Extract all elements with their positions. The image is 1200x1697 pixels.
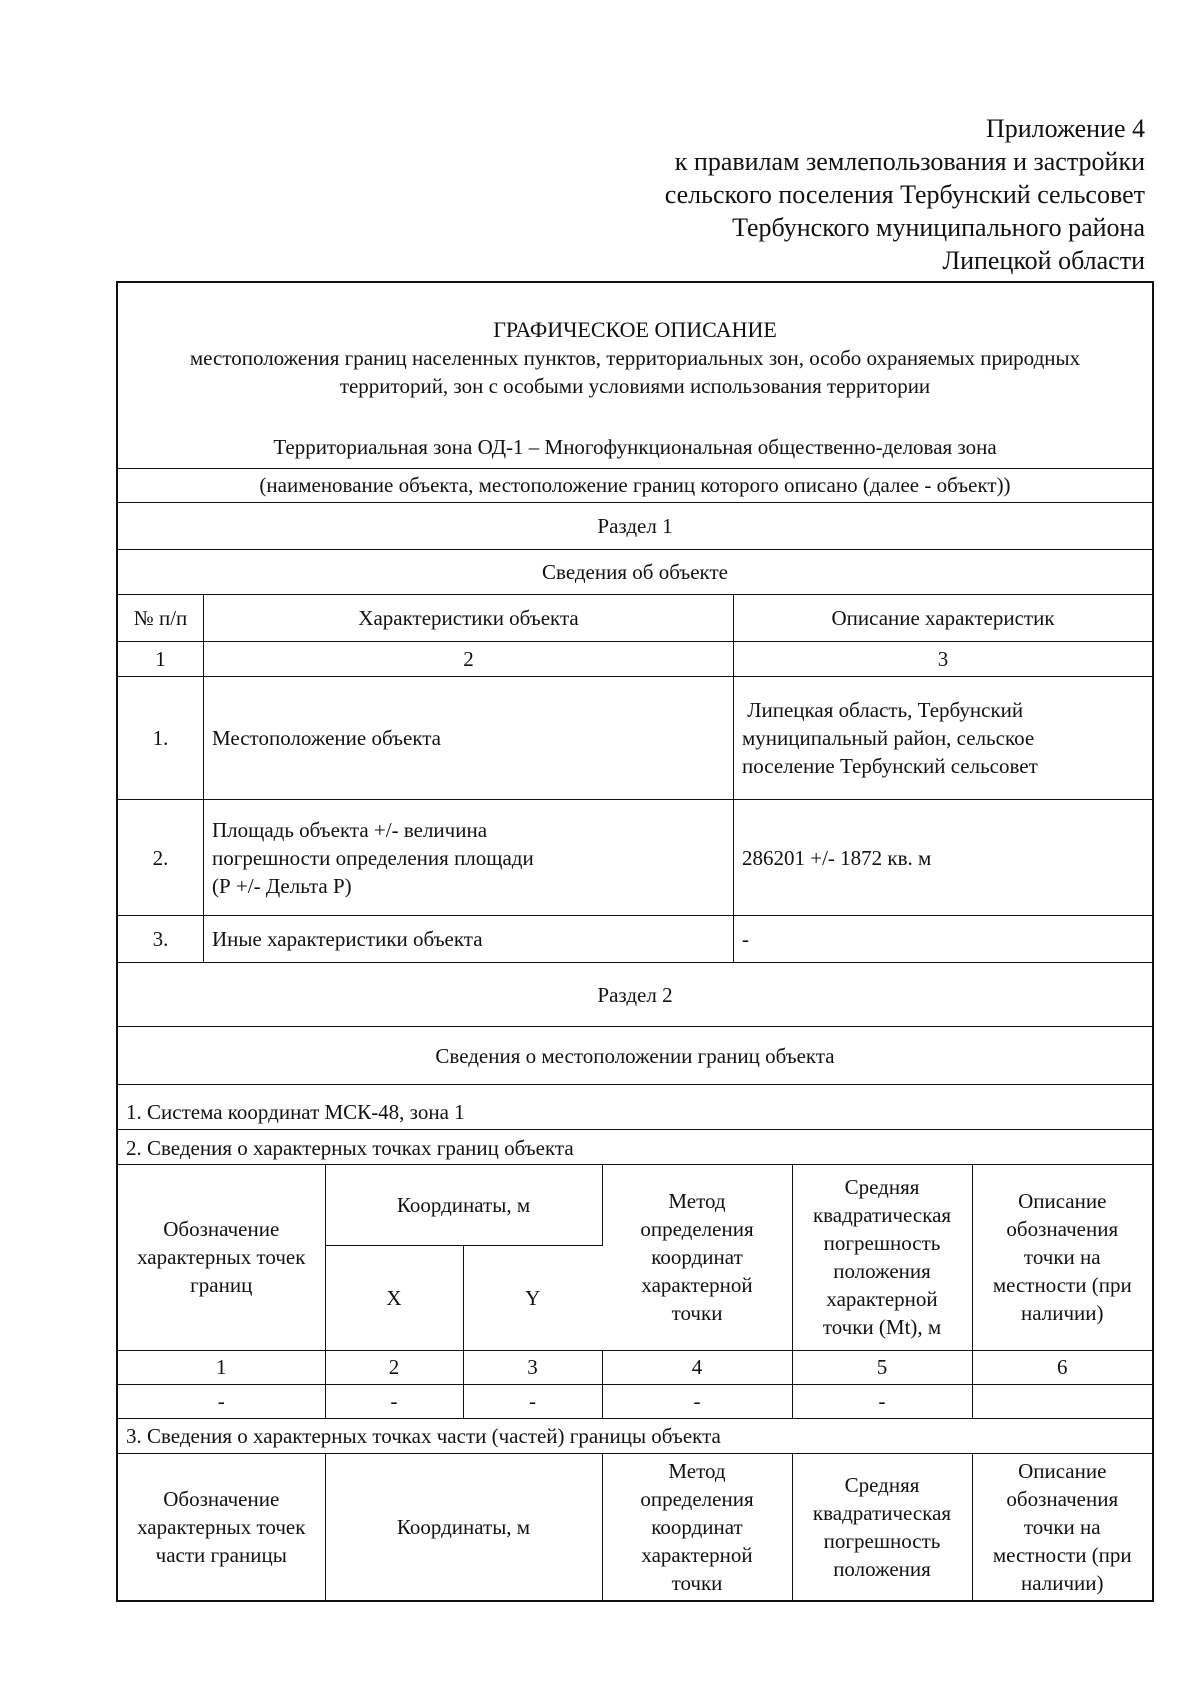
coordinate-system: 1. Система координат МСК-48, зона 1 [118,1085,1152,1130]
header-line: точки [671,1571,723,1595]
header-line: характерных точек [137,1245,306,1270]
header-line: обозначения [1006,1487,1119,1511]
header-line: к правилам землепользования и застройки [674,147,1145,176]
header-line: характерных точек [137,1515,306,1539]
header-line: местности (при [992,1273,1132,1298]
header-line: Средняя [844,1473,920,1497]
header-line: Тербунского муниципального района [732,213,1145,242]
document-title: ГРАФИЧЕСКОЕ ОПИСАНИЕ [493,317,777,342]
header-characteristics: Характеристики объекта [204,595,734,641]
header-y: Y [463,1245,602,1350]
header-line: Описание [1018,1189,1107,1214]
row-description [734,800,1152,915]
header-line: квадратическая [812,1501,952,1525]
row-characteristic [204,916,734,962]
section1-subtitle: Сведения об объекте [118,550,1152,595]
description-line: Липецкая область, Тербунский [742,698,1024,722]
header-line: координат [651,1245,743,1270]
appendix-header [545,112,1145,277]
characteristic-line: Площадь объекта +/- величина [212,817,488,842]
header-num: № п/п [118,595,204,641]
header-line: погрешность [823,1231,941,1256]
header-line: координат [651,1515,743,1539]
colnum: 2 [204,642,734,676]
document-frame [116,281,1154,1602]
section1-colnum-row [118,642,1152,677]
row-characteristic [204,800,734,915]
table-cell: - [325,1384,463,1418]
header-line: части границы [155,1543,287,1567]
header-description: Описание характеристик [831,606,1055,630]
header-line: точки на [1023,1515,1101,1539]
header-line: квадратическая [812,1203,952,1228]
header-line: точки на [1023,1245,1101,1270]
points-title: 2. Сведения о характерных точках границ объекта [118,1130,1152,1165]
header-line: наличии) [1021,1301,1104,1326]
row-characteristic [204,677,734,799]
header-method [602,1165,792,1350]
title-line-1: местоположения границ населенных пунктов, территориальных зон, особо охраняемых природных [189,346,1081,370]
header-point-description [972,1454,1152,1600]
table-cell [972,1384,1152,1418]
header-error [792,1454,972,1600]
section2-title: Раздел 2 [118,963,1152,1027]
description-line: поселение Тербунский сельсовет [742,754,1038,778]
section1-title: Раздел 1 [118,503,1152,550]
section2-subtitle: Сведения о местоположении границ объекта [118,1027,1152,1085]
characteristic-text: Местоположение объекта [212,726,442,750]
header-line: наличии) [1021,1571,1104,1595]
header-line: характерной [641,1543,753,1567]
colnum: 3 [937,647,949,671]
header-coordinates: Координаты, м [325,1454,602,1600]
colnum: 1 [118,1350,325,1384]
table-cell: - [602,1384,792,1418]
parts-table-wrap [118,1454,1152,1600]
header-line: характерной [641,1273,753,1298]
header-line: Описание [1018,1459,1107,1483]
characteristic-line: погрешности определения площади [212,845,534,870]
header-designation [118,1454,325,1600]
header-line: Средняя [844,1175,920,1200]
row-description [734,916,1152,962]
header-line: характерной [826,1287,938,1312]
row-description [734,677,1152,799]
header-line: определения [640,1487,754,1511]
header-line: обозначения [1006,1217,1119,1242]
colnum: 2 [325,1350,463,1384]
row-num: 2. [118,800,204,915]
header-line: точки [671,1301,723,1326]
area-value: 286201 +/- 1872 кв. м [742,845,932,870]
parts-table [118,1454,1152,1600]
header-line: Приложение 4 [985,114,1145,143]
title-line-2: территорий, зон с особыми условиями использования территории [339,374,931,398]
header-designation [118,1165,325,1350]
header-line: точки (Mt), м [822,1315,942,1340]
header-line: положения [833,1557,931,1581]
description-line: муниципальный район, сельское [742,726,1035,750]
characteristic-line: (Р +/- Дельта Р) [212,873,352,898]
header-x: X [325,1245,463,1350]
table-row [118,916,1152,963]
colnum: 3 [463,1350,602,1384]
zone-name: Территориальная зона ОД-1 – Многофункциональная общественно-деловая зона [273,435,997,459]
header-line: границ [190,1273,253,1298]
title-block [118,283,1152,469]
colnum: 5 [792,1350,972,1384]
colnum: 1 [118,642,204,676]
row-num: 3. [118,916,204,962]
object-caption: (наименование объекта, местоположение границ которого описано (далее - объект)) [118,469,1152,503]
row-num: 1. [118,677,204,799]
header-line: Обозначение [163,1217,280,1242]
header-line: Метод [668,1189,726,1214]
header-line: определения [640,1217,754,1242]
header-line: Обозначение [163,1487,280,1511]
header-point-description [972,1165,1152,1350]
table-cell: - [792,1384,972,1418]
section1-header-row [118,595,1152,642]
header-method [602,1454,792,1600]
points-table [118,1165,1152,1418]
colnum: 4 [602,1350,792,1384]
table-row [118,800,1152,916]
table-cell: - [463,1384,602,1418]
parts-title: 3. Сведения о характерных точках части (частей) границы объекта [118,1419,1152,1454]
header-error [792,1165,972,1350]
header-line: местности (при [992,1543,1132,1567]
description-text: - [742,927,749,951]
header-line: погрешность [823,1529,941,1553]
header-line: сельского поселения Тербунский сельсовет [664,180,1145,209]
header-line: Метод [668,1459,726,1483]
points-table-wrap [118,1165,1152,1419]
header-line: положения [833,1259,931,1284]
characteristic-text: Иные характеристики объекта [212,927,483,951]
table-row [118,677,1152,800]
colnum: 6 [972,1350,1152,1384]
header-line: Липецкой области [942,246,1145,275]
header-coordinates: Координаты, м [325,1165,602,1245]
table-cell: - [118,1384,325,1418]
